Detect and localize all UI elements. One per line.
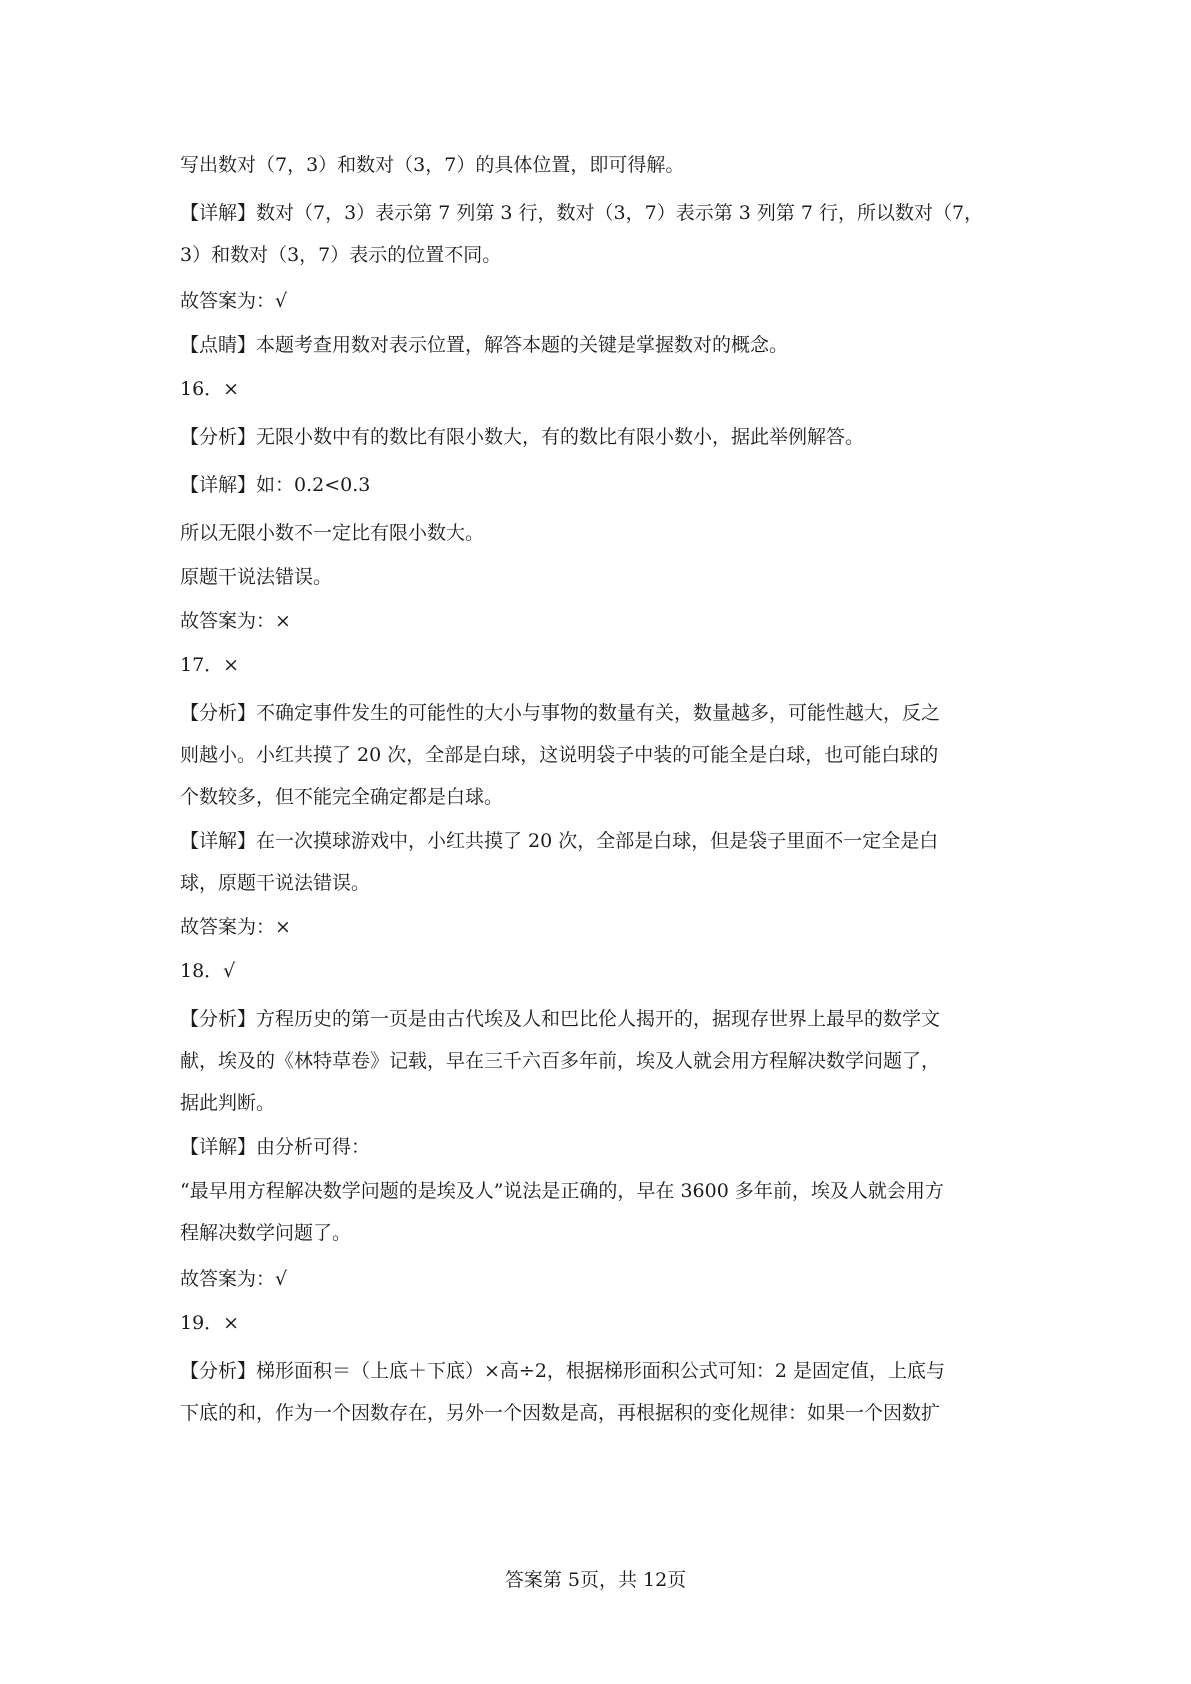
text-line: 下底的和，作为一个因数存在，另外一个因数是高，再根据积的变化规律：如果一个因数扩 [180, 1402, 941, 1424]
text-line: 【分析】不确定事件发生的可能性的大小与事物的数量有关，数量越多，可能性越大，反之 [180, 702, 941, 724]
text-line: “最早用方程解决数学问题的是埃及人”说法是正确的，早在 3600 多年前，埃及人就会用方 [180, 1180, 944, 1202]
text-line: 【分析】梯形面积＝（上底＋下底）×高÷2，根据梯形面积公式可知：2 是固定值，上底与 [180, 1360, 946, 1382]
text-line: 原题干说法错误。 [180, 566, 333, 588]
text-line: 【详解】数对（7，3）表示第 7 列第 3 行，数对（3，7）表示第 3 列第 7 行，所以数对（7， [180, 202, 984, 224]
text-line: 所以无限小数不一定比有限小数大。 [180, 522, 485, 544]
text-line: 则越小。小红共摸了 20 次，全部是白球，这说明袋子中装的可能全是白球，也可能白球的 [180, 744, 939, 766]
question-number: 18．√ [180, 960, 236, 982]
text-line: 献，埃及的《林特草卷》记载，早在三千六百多年前，埃及人就会用方程解决数学问题了， [180, 1050, 941, 1072]
text-line: 故答案为：× [180, 916, 291, 938]
text-line: 故答案为：× [180, 610, 291, 632]
text-line: 【详解】如：0.2<0.3 [180, 474, 371, 496]
text-line: 【详解】由分析可得： [180, 1136, 371, 1158]
text-line: 【分析】方程历史的第一页是由古代埃及人和巴比伦人揭开的，据现存世界上最早的数学文 [180, 1008, 941, 1030]
question-number: 17．× [180, 654, 240, 676]
question-number: 16．× [180, 378, 240, 400]
text-line: 3）和数对（3，7）表示的位置不同。 [180, 244, 502, 266]
question-number: 19．× [180, 1312, 240, 1334]
text-line: 【分析】无限小数中有的数比有限小数大，有的数比有限小数小，据此举例解答。 [180, 426, 865, 448]
text-line: 据此判断。 [180, 1092, 276, 1114]
text-line: 故答案为：√ [180, 290, 288, 312]
text-line: 【详解】在一次摸球游戏中，小红共摸了 20 次，全部是白球，但是袋子里面不一定全是白 [180, 830, 939, 852]
text-line: 【点睛】本题考查用数对表示位置，解答本题的关键是掌握数对的概念。 [180, 334, 789, 356]
text-line: 程解决数学问题了。 [180, 1222, 352, 1244]
page-footer: 答案第 5页，共 12页 [504, 1569, 687, 1591]
text-line: 球，原题干说法错误。 [180, 872, 371, 894]
text-line: 故答案为：√ [180, 1268, 288, 1290]
text-line: 写出数对（7，3）和数对（3，7）的具体位置，即可得解。 [180, 154, 685, 176]
answer-content [180, 152, 1020, 1426]
text-line: 个数较多，但不能完全确定都是白球。 [180, 786, 504, 808]
